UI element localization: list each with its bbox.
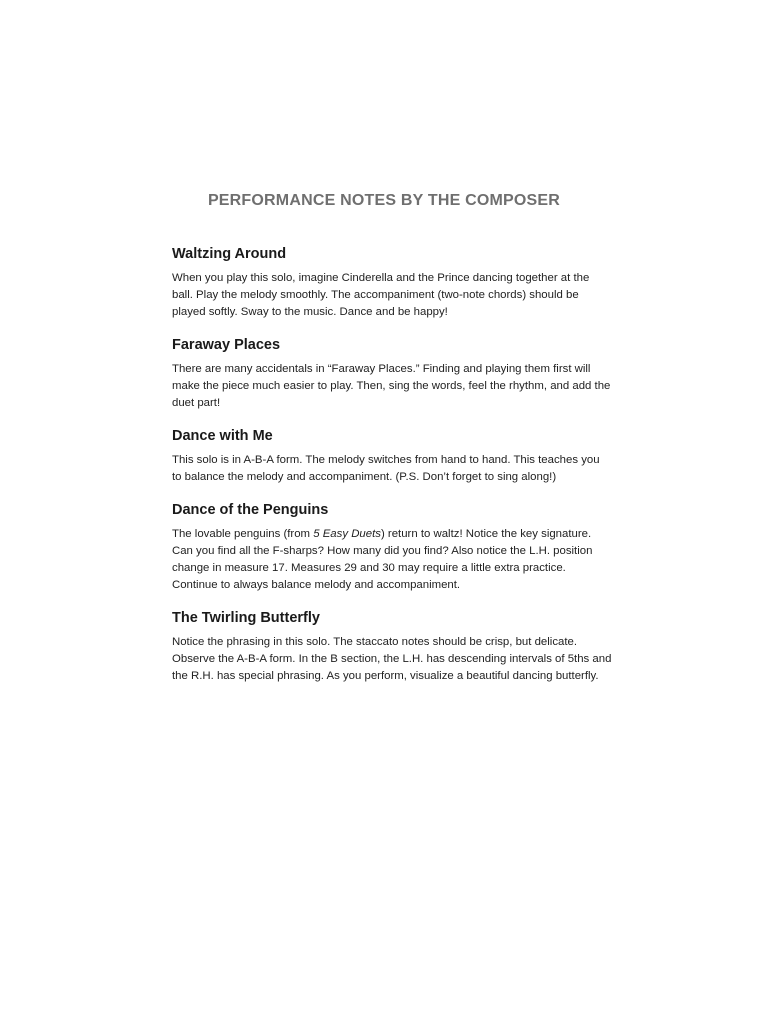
performance-notes [172, 244, 612, 699]
note-waltzing-around [172, 244, 612, 321]
note-text: ) return to waltz! Notice the key signature. Can you find all the F-sharps? How many did you find? Also notice the L.H. position change in measure 17. Measures 29 and 30 may require a little extra practice. Continue to always balance melody and accompaniment. [172, 528, 593, 591]
note-body [172, 452, 612, 486]
note-heading: The Twirling Butterfly [172, 610, 320, 626]
note-dance-with-me [172, 426, 612, 486]
note-heading: Dance with Me [172, 428, 273, 444]
note-body [172, 634, 612, 685]
note-text: This solo is in A-B-A form. The melody switches from hand to hand. This teaches you to balance the melody and accompaniment. (P.S. Don’t forget to sing along!) [172, 454, 600, 483]
note-dance-of-the-penguins [172, 500, 612, 594]
note-text: Notice the phrasing in this solo. The staccato notes should be crisp, but delicate. Observe the A-B-A form. In the B section, the L.H. has descending intervals of 5ths and the R.H. has special phrasing. As you perform, visualize a beautiful dancing butterfly. [172, 636, 612, 682]
note-body [172, 270, 612, 321]
note-heading: Waltzing Around [172, 246, 287, 262]
note-heading: Dance of the Penguins [172, 502, 329, 518]
note-the-twirling-butterfly [172, 608, 612, 685]
note-body [172, 526, 612, 594]
note-body [172, 361, 612, 412]
note-text: There are many accidentals in “Faraway Places.” Finding and playing them first will make the piece much easier to play. Then, sing the words, feel the rhythm, and add the duet part! [172, 363, 611, 409]
page-title: PERFORMANCE NOTES BY THE COMPOSER [207, 192, 561, 209]
book-title: 5 Easy Duets [313, 528, 381, 540]
note-heading: Faraway Places [172, 337, 281, 353]
note-text: The lovable penguins (from [172, 528, 314, 540]
note-text: When you play this solo, imagine Cinderella and the Prince dancing together at the ball. Play the melody smoothly. The accompaniment (two-note chords) should be played softly. Sway to the music. Dance and be happy! [172, 272, 590, 318]
note-faraway-places [172, 335, 612, 412]
